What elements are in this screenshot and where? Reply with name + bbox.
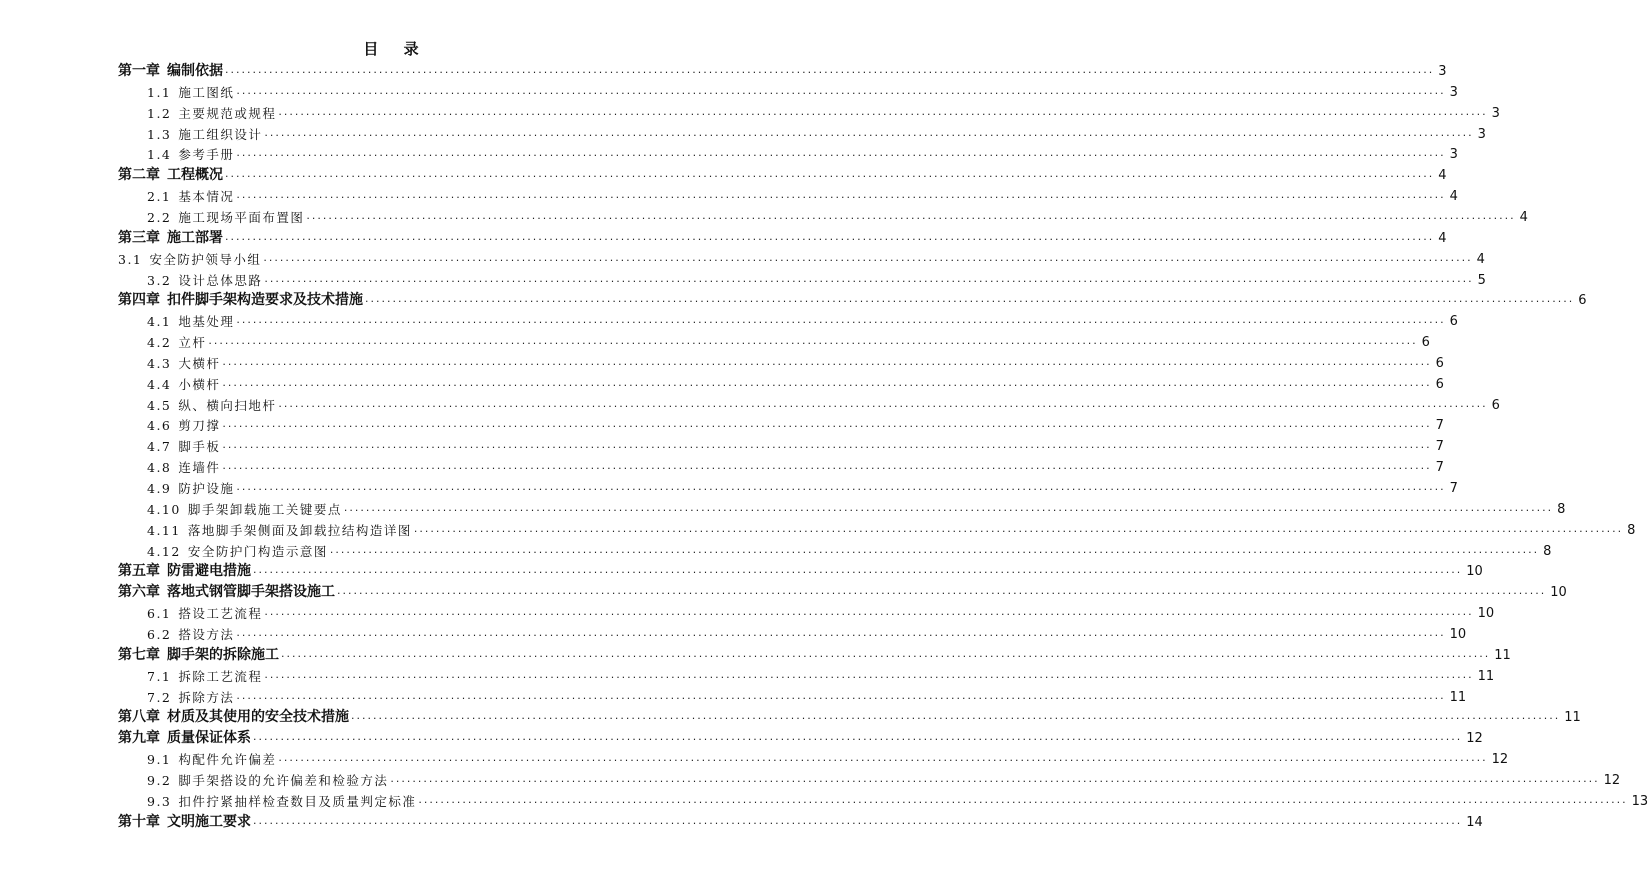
toc-section-entry[interactable] <box>147 518 1636 539</box>
toc-page-number: 7 <box>1435 439 1444 455</box>
toc-leader-dots: ............................................................................................................................................................................................................................ <box>253 563 1463 577</box>
toc-entry-label <box>147 376 220 393</box>
toc-entry-number: 第九章 <box>118 730 160 747</box>
toc-section-entry[interactable] <box>147 539 1552 560</box>
toc-entry-label <box>147 355 220 372</box>
toc-entry-title: 质量保证体系 <box>167 730 251 747</box>
toc-leader-dots: ............................................................................................................................................................................................................................ <box>222 438 1432 452</box>
toc-page-number: 7 <box>1435 418 1444 434</box>
toc-chapter-entry[interactable] <box>118 163 1447 184</box>
toc-section-entry[interactable] <box>147 685 1467 706</box>
toc-page-number: 5 <box>1477 272 1486 288</box>
toc-page-number: 6 <box>1421 335 1430 351</box>
toc-leader-dots: ............................................................................................................................................................................................................................ <box>337 584 1547 598</box>
toc-page-number: 8 <box>1557 501 1566 517</box>
toc-entry-title: 主要规范或规程 <box>178 105 277 121</box>
toc-entry-title: 材质及其使用的安全技术措施 <box>167 709 349 726</box>
toc-section-entry[interactable] <box>147 184 1458 205</box>
toc-entry-number: 4.2 <box>147 335 172 351</box>
toc-entry-label <box>118 563 251 580</box>
toc-leader-dots: ............................................................................................................................................................................................................................ <box>278 104 1488 118</box>
toc-entry-label <box>118 647 279 664</box>
toc-section-entry[interactable] <box>147 476 1458 497</box>
toc-leader-dots: ............................................................................................................................................................................................................................ <box>329 542 1540 556</box>
toc-entry-label <box>147 793 416 810</box>
toc-entry-label <box>147 480 234 497</box>
toc-entry-number: 2.1 <box>147 189 172 205</box>
toc-entry-label <box>147 522 412 539</box>
toc-entry-number: 4.9 <box>147 481 172 496</box>
toc-entry-title: 参考手册 <box>178 147 235 163</box>
toc-entry-title: 地基处理 <box>178 314 235 330</box>
toc-leader-dots: ............................................................................................................................................................................................................................ <box>253 730 1463 744</box>
toc-entry-number: 9.2 <box>147 772 172 788</box>
toc-leader-dots: ............................................................................................................................................................................................................................ <box>418 792 1628 806</box>
toc-entry-number: 4.5 <box>147 397 172 413</box>
toc-section-entry[interactable] <box>147 122 1486 143</box>
toc-entry-number: 第一章 <box>118 63 160 79</box>
toc-entry-number: 第七章 <box>118 646 160 663</box>
toc-entry-number: 4.3 <box>147 355 172 371</box>
toc-chapter-entry[interactable] <box>118 226 1447 247</box>
toc-chapter-entry[interactable] <box>118 59 1447 80</box>
toc-page-number: 3 <box>1477 126 1486 142</box>
toc-page-number: 8 <box>1627 522 1636 538</box>
toc-chapter-entry[interactable] <box>118 705 1581 726</box>
toc-page-number: 12 <box>1491 752 1509 768</box>
toc-section-entry[interactable] <box>147 789 1648 810</box>
toc-entry-number: 7.2 <box>147 689 172 705</box>
toc-entry-label <box>147 501 342 518</box>
toc-entry-label <box>147 146 234 163</box>
toc-page-number: 12 <box>1466 731 1483 747</box>
toc-entry-label <box>118 584 335 601</box>
toc-entry-label <box>147 313 234 330</box>
toc-section-entry[interactable] <box>147 747 1509 768</box>
toc-page-number: 11 <box>1449 689 1467 705</box>
toc-entry-number: 第六章 <box>118 584 160 601</box>
toc-entry-number: 6.2 <box>147 626 172 642</box>
toc-entry-title: 搭设方法 <box>178 626 235 642</box>
toc-page-number: 4 <box>1519 209 1528 225</box>
toc-entry-title: 扣件拧紧抽样检查数目及质量判定标准 <box>178 793 417 809</box>
toc-page-number: 4 <box>1449 189 1458 205</box>
toc-entry-title: 施工现场平面布置图 <box>178 209 305 225</box>
toc-entry-title: 工程概况 <box>167 167 223 184</box>
toc-section-entry[interactable] <box>118 247 1485 268</box>
toc-entry-number: 1.3 <box>147 126 172 142</box>
toc-entry-title: 安全防护领导小组 <box>149 251 262 267</box>
toc-leader-dots: ............................................................................................................................................................................................................................ <box>236 146 1446 160</box>
toc-entry-label <box>147 459 220 476</box>
toc-entry-label <box>147 668 262 685</box>
toc-chapter-entry[interactable] <box>118 288 1587 309</box>
toc-leader-dots: ............................................................................................................................................................................................................................ <box>264 271 1474 285</box>
toc-entry-label <box>147 689 234 706</box>
toc-entry-label <box>147 397 276 414</box>
toc-entry-title: 落地脚手架侧面及卸载拉结构造详图 <box>187 522 412 538</box>
toc-leader-dots: ............................................................................................................................................................................................................................ <box>343 500 1554 514</box>
toc-leader-dots: ............................................................................................................................................................................................................................ <box>278 751 1488 765</box>
toc-entry-label <box>118 167 223 184</box>
toc-entry-label <box>147 126 262 143</box>
toc-section-entry[interactable] <box>147 497 1566 518</box>
toc-page-number: 12 <box>1603 772 1621 788</box>
toc-entry-title: 安全防护门构造示意图 <box>187 543 328 559</box>
toc-section-entry[interactable] <box>147 142 1458 163</box>
toc-page-number: 11 <box>1477 668 1495 684</box>
toc-section-entry[interactable] <box>147 80 1458 101</box>
toc-page-number: 3 <box>1438 64 1447 79</box>
toc-entry-title: 基本情况 <box>178 189 235 205</box>
toc-page-number: 4 <box>1438 168 1447 184</box>
toc-entry-title: 落地式钢管脚手架搭设施工 <box>167 584 335 601</box>
toc-page-number: 6 <box>1491 397 1500 413</box>
toc-section-entry[interactable] <box>147 205 1528 226</box>
toc-leader-dots: ............................................................................................................................................................................................................................ <box>236 83 1446 97</box>
toc-leader-dots: ............................................................................................................................................................................................................................ <box>264 125 1474 139</box>
toc-leader-dots: ............................................................................................................................................................................................................................ <box>413 521 1624 535</box>
toc-leader-dots: ............................................................................................................................................................................................................................ <box>236 688 1446 702</box>
toc-section-entry[interactable] <box>147 664 1495 685</box>
toc-entry-number: 4.8 <box>147 460 172 476</box>
toc-entry-title: 脚手架卸载施工关键要点 <box>187 501 342 517</box>
toc-page-number: 11 <box>1494 647 1511 663</box>
toc-entry-number: 7.1 <box>147 668 172 684</box>
toc-entry-number: 第十章 <box>118 813 160 830</box>
toc-page-number: 8 <box>1543 543 1552 559</box>
toc-entry-number: 4.6 <box>147 418 172 434</box>
toc-entry-number: 第三章 <box>118 229 160 246</box>
toc-entry-label <box>147 188 234 205</box>
toc-entry-number: 第八章 <box>118 709 160 726</box>
toc-entry-label <box>118 230 223 247</box>
toc-entry-label <box>147 605 262 622</box>
toc-entry-number: 4.11 <box>147 522 181 538</box>
toc-entry-number: 4.1 <box>147 314 172 330</box>
toc-entry-title: 脚手架的拆除施工 <box>167 646 279 663</box>
toc-title: 目 录 <box>363 40 429 58</box>
toc-entry-title: 扣件脚手架构造要求及技术措施 <box>167 292 363 309</box>
toc-entry-title: 施工部署 <box>167 229 223 246</box>
toc-entry-label <box>147 417 220 434</box>
toc-entry-title: 大横杆 <box>178 355 221 371</box>
toc-entry-title: 立杆 <box>178 335 207 351</box>
toc-entry-label <box>147 772 388 789</box>
toc-entry-title: 防护设施 <box>178 481 235 496</box>
toc-page-number: 10 <box>1550 585 1567 601</box>
toc-entry-label <box>118 63 223 80</box>
toc-section-entry[interactable] <box>147 455 1444 476</box>
toc-entry-number: 2.2 <box>147 209 172 225</box>
toc-entry-number: 9.3 <box>147 793 172 809</box>
toc-section-entry[interactable] <box>147 601 1495 622</box>
toc-page-number: 4 <box>1438 230 1447 246</box>
toc-entry-label <box>118 730 251 747</box>
toc-leader-dots: ............................................................................................................................................................................................................................ <box>208 334 1418 348</box>
toc-entry-label <box>118 251 261 268</box>
toc-chapter-entry[interactable] <box>118 810 1483 831</box>
toc-chapter-entry[interactable] <box>118 559 1483 580</box>
toc-entry-number: 第四章 <box>118 292 160 309</box>
toc-section-entry[interactable] <box>147 622 1467 643</box>
toc-leader-dots: ............................................................................................................................................................................................................................ <box>222 375 1432 389</box>
toc-entry-title: 施工图纸 <box>178 84 235 100</box>
toc-section-entry[interactable] <box>147 268 1486 289</box>
toc-page-number: 10 <box>1449 626 1467 642</box>
toc-leader-dots: ............................................................................................................................................................................................................................ <box>236 313 1446 327</box>
toc-page-number: 7 <box>1435 460 1444 476</box>
toc-chapter-entry[interactable] <box>118 643 1511 664</box>
toc-entry-title: 设计总体思路 <box>178 272 263 288</box>
toc-page-number: 6 <box>1578 293 1587 309</box>
toc-chapter-entry[interactable] <box>118 580 1567 601</box>
toc-page-number: 3 <box>1491 105 1500 121</box>
toc-entry-label <box>147 626 234 643</box>
toc-entry-title: 连墙件 <box>178 460 221 476</box>
toc-entry-label <box>147 438 220 455</box>
toc-page-number: 10 <box>1477 606 1495 622</box>
toc-entry-title: 脚手板 <box>178 439 221 455</box>
toc-entry-label <box>147 84 234 101</box>
toc-entry-number: 9.1 <box>147 752 172 768</box>
toc-page-number: 4 <box>1476 251 1485 267</box>
toc-page-number: 13 <box>1631 793 1648 809</box>
toc-leader-dots: ............................................................................................................................................................................................................................ <box>351 709 1561 723</box>
toc-entry-label <box>118 709 349 726</box>
toc-entry-number: 第二章 <box>118 167 160 184</box>
toc-section-entry[interactable] <box>147 309 1458 330</box>
toc-entry-number: 4.12 <box>147 543 181 559</box>
toc-page-number: 7 <box>1449 481 1458 496</box>
toc-entry-title: 编制依据 <box>167 63 223 79</box>
toc-section-entry[interactable] <box>147 413 1444 434</box>
toc-page-number: 6 <box>1435 376 1444 392</box>
toc-leader-dots: ............................................................................................................................................................................................................................ <box>253 813 1463 827</box>
toc-page-number: 11 <box>1564 710 1581 726</box>
toc-entry-label <box>147 105 276 122</box>
toc-entry-title: 小横杆 <box>178 376 221 392</box>
toc-chapter-entry[interactable] <box>118 726 1483 747</box>
toc-entry-number: 4.10 <box>147 501 181 517</box>
toc-entry-title: 拆除工艺流程 <box>178 668 263 684</box>
toc-section-entry[interactable] <box>147 330 1430 351</box>
toc-leader-dots: ............................................................................................................................................................................................................................ <box>306 208 1516 222</box>
toc-section-entry[interactable] <box>147 768 1621 789</box>
toc-leader-dots: ............................................................................................................................................................................................................................ <box>222 417 1432 431</box>
toc-entry-title: 拆除方法 <box>178 689 235 705</box>
toc-entry-title: 脚手架搭设的允许偏差和检验方法 <box>178 772 389 788</box>
toc-entry-number: 4.4 <box>147 376 172 392</box>
toc-section-entry[interactable] <box>147 101 1500 122</box>
toc-entry-title: 文明施工要求 <box>167 813 251 830</box>
toc-section-entry[interactable] <box>147 434 1444 455</box>
toc-leader-dots: ............................................................................................................................................................................................................................ <box>365 292 1575 306</box>
toc-leader-dots: ............................................................................................................................................................................................................................ <box>225 63 1435 76</box>
toc-entry-number: 3.2 <box>147 272 172 288</box>
toc-entry-title: 纵、横向扫地杆 <box>178 397 277 413</box>
toc-entry-title: 防雷避电措施 <box>167 563 251 580</box>
toc-entry-title: 剪刀撑 <box>178 418 221 434</box>
toc-leader-dots: ............................................................................................................................................................................................................................ <box>225 167 1435 181</box>
toc-entry-label <box>147 272 262 289</box>
toc-page-number: 6 <box>1435 355 1444 371</box>
toc-entry-label <box>147 334 206 351</box>
toc-entry-title: 搭设工艺流程 <box>178 606 263 622</box>
toc-entry-label <box>118 292 363 309</box>
toc-entry-number: 6.1 <box>147 606 172 622</box>
toc-entry-title: 施工组织设计 <box>178 126 263 142</box>
toc-entry-label <box>147 751 276 768</box>
toc-leader-dots: ............................................................................................................................................................................................................................ <box>236 188 1446 202</box>
toc-leader-dots: ............................................................................................................................................................................................................................ <box>236 625 1446 639</box>
toc-leader-dots: ............................................................................................................................................................................................................................ <box>281 646 1491 660</box>
toc-entry-label <box>147 543 328 560</box>
toc-entry-number: 1.4 <box>147 147 172 163</box>
toc-entry-number: 1.1 <box>147 84 172 100</box>
toc-section-entry[interactable] <box>147 351 1444 372</box>
toc-page-number: 6 <box>1449 314 1458 330</box>
toc-leader-dots: ............................................................................................................................................................................................................................ <box>222 459 1432 473</box>
toc-entry-number: 4.7 <box>147 439 172 455</box>
toc-entry-number: 1.2 <box>147 105 172 121</box>
toc-section-entry[interactable] <box>147 372 1444 393</box>
toc-leader-dots: ............................................................................................................................................................................................................................ <box>263 250 1473 264</box>
toc-leader-dots: ............................................................................................................................................................................................................................ <box>236 480 1446 493</box>
toc-section-entry[interactable] <box>147 393 1500 414</box>
toc-entry-label <box>118 814 251 831</box>
toc-entry-number: 第五章 <box>118 563 160 580</box>
toc-entry-title: 构配件允许偏差 <box>178 752 277 768</box>
toc-entry-number: 3.1 <box>118 251 143 267</box>
toc-leader-dots: ............................................................................................................................................................................................................................ <box>390 771 1600 785</box>
toc-page-number: 3 <box>1449 84 1458 100</box>
toc-leader-dots: ............................................................................................................................................................................................................................ <box>225 229 1435 243</box>
toc-leader-dots: ............................................................................................................................................................................................................................ <box>264 667 1474 681</box>
toc-entry-label <box>147 209 304 226</box>
toc-page-number: 10 <box>1466 564 1483 580</box>
toc-leader-dots: ............................................................................................................................................................................................................................ <box>222 354 1432 368</box>
toc-page-number: 3 <box>1449 147 1458 163</box>
toc-leader-dots: ............................................................................................................................................................................................................................ <box>264 605 1474 619</box>
toc-leader-dots: ............................................................................................................................................................................................................................ <box>278 396 1488 410</box>
toc-page-number: 14 <box>1466 814 1483 830</box>
